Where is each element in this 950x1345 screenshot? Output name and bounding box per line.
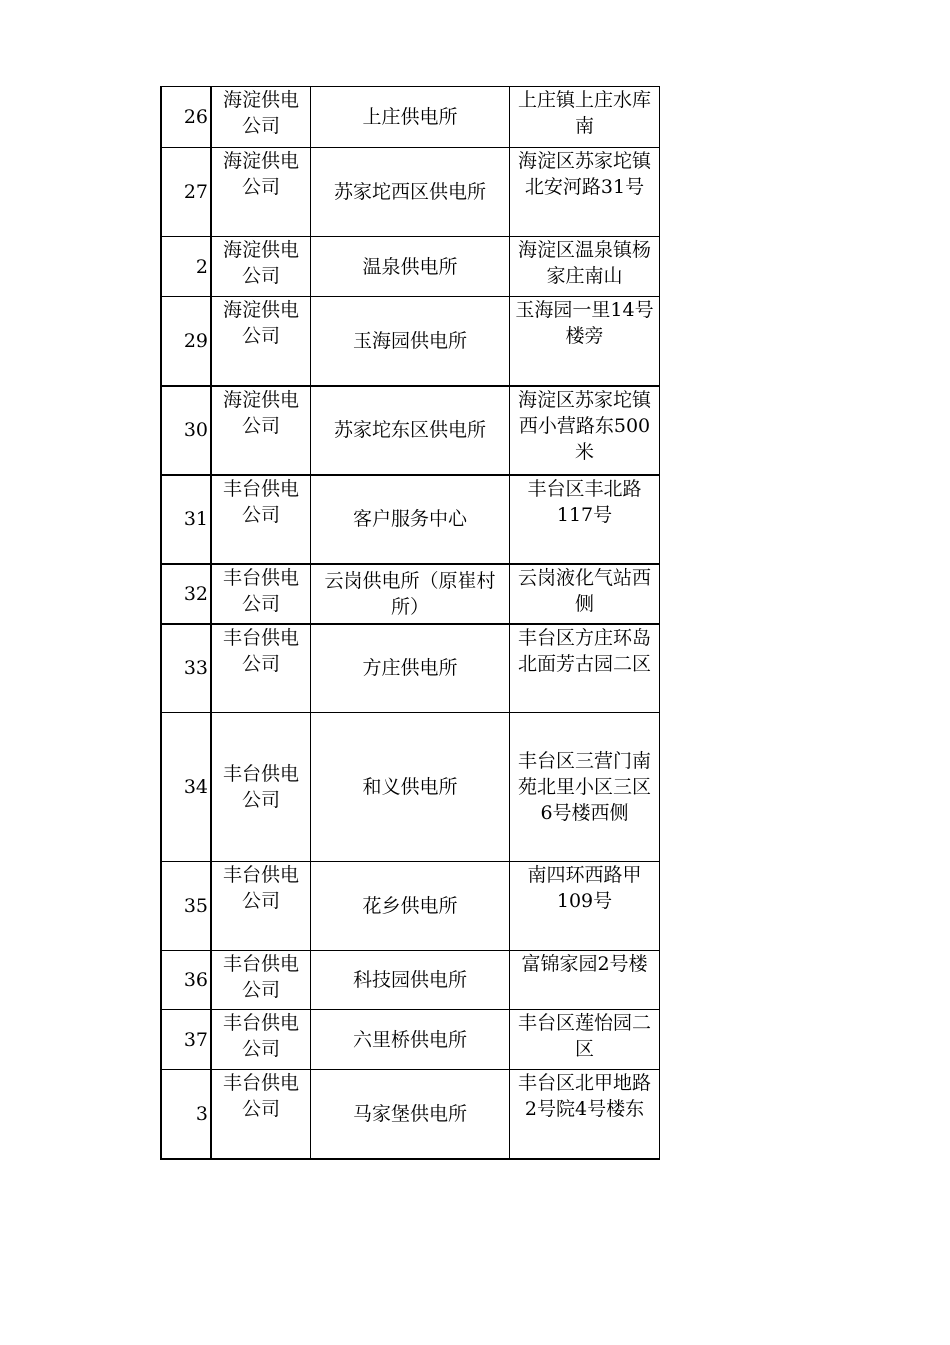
company-cell: 海淀供电公司 (211, 237, 311, 297)
company-cell: 丰台供电公司 (211, 951, 311, 1010)
table-row (161, 475, 660, 564)
table-row (161, 951, 660, 1010)
row-number: 34 (161, 713, 211, 862)
table-row (161, 713, 660, 862)
address-cell: 丰台区莲怡园二区 (510, 1010, 660, 1070)
address-cell: 丰台区北甲地路2号院4号楼东 (510, 1070, 660, 1159)
station-cell: 苏家坨东区供电所 (311, 386, 510, 475)
row-number: 31 (161, 475, 211, 564)
row-number: 35 (161, 862, 211, 951)
company-cell: 海淀供电公司 (211, 297, 311, 386)
station-cell: 花乡供电所 (311, 862, 510, 951)
address-cell: 富锦家园2号楼 (510, 951, 660, 1010)
row-number: 30 (161, 386, 211, 475)
company-cell: 丰台供电公司 (211, 475, 311, 564)
station-cell: 方庄供电所 (311, 624, 510, 713)
company-cell: 海淀供电公司 (211, 386, 311, 475)
table-row (161, 1070, 660, 1159)
address-cell: 南四环西路甲109号 (510, 862, 660, 951)
address-cell: 云岗液化气站西侧 (510, 564, 660, 624)
row-number: 2 (161, 237, 211, 297)
station-cell: 温泉供电所 (311, 237, 510, 297)
address-cell: 海淀区温泉镇杨家庄南山 (510, 237, 660, 297)
address-cell: 丰台区方庄环岛北面芳古园二区 (510, 624, 660, 713)
company-cell: 丰台供电公司 (211, 564, 311, 624)
row-number: 29 (161, 297, 211, 386)
address-cell: 上庄镇上庄水库南 (510, 87, 660, 148)
company-cell: 丰台供电公司 (211, 1010, 311, 1070)
station-cell: 科技园供电所 (311, 951, 510, 1010)
company-cell: 丰台供电公司 (211, 713, 311, 862)
station-cell: 云岗供电所（原崔村所） (311, 564, 510, 624)
address-cell: 丰台区三营门南苑北里小区三区6号楼西侧 (510, 713, 660, 862)
station-cell: 上庄供电所 (311, 87, 510, 148)
company-cell: 海淀供电公司 (211, 148, 311, 237)
row-number: 37 (161, 1010, 211, 1070)
address-cell: 海淀区苏家坨镇西小营路东500米 (510, 386, 660, 475)
address-cell: 海淀区苏家坨镇北安河路31号 (510, 148, 660, 237)
row-number: 27 (161, 148, 211, 237)
table-row (161, 386, 660, 475)
station-cell: 六里桥供电所 (311, 1010, 510, 1070)
company-cell: 丰台供电公司 (211, 862, 311, 951)
table-row (161, 862, 660, 951)
company-cell: 海淀供电公司 (211, 87, 311, 148)
row-number: 26 (161, 87, 211, 148)
address-cell: 丰台区丰北路117号 (510, 475, 660, 564)
table-row (161, 87, 660, 148)
station-cell: 马家堡供电所 (311, 1070, 510, 1159)
station-cell: 和义供电所 (311, 713, 510, 862)
row-number: 36 (161, 951, 211, 1010)
table-row (161, 624, 660, 713)
station-cell: 客户服务中心 (311, 475, 510, 564)
table-row (161, 297, 660, 386)
table-row (161, 148, 660, 237)
row-number: 32 (161, 564, 211, 624)
station-cell: 苏家坨西区供电所 (311, 148, 510, 237)
facility-table (160, 86, 660, 1160)
address-cell: 玉海园一里14号楼旁 (510, 297, 660, 386)
company-cell: 丰台供电公司 (211, 624, 311, 713)
table-row (161, 1010, 660, 1070)
row-number: 33 (161, 624, 211, 713)
company-cell: 丰台供电公司 (211, 1070, 311, 1159)
row-number: 3 (161, 1070, 211, 1159)
table-row (161, 237, 660, 297)
table-row (161, 564, 660, 624)
station-cell: 玉海园供电所 (311, 297, 510, 386)
